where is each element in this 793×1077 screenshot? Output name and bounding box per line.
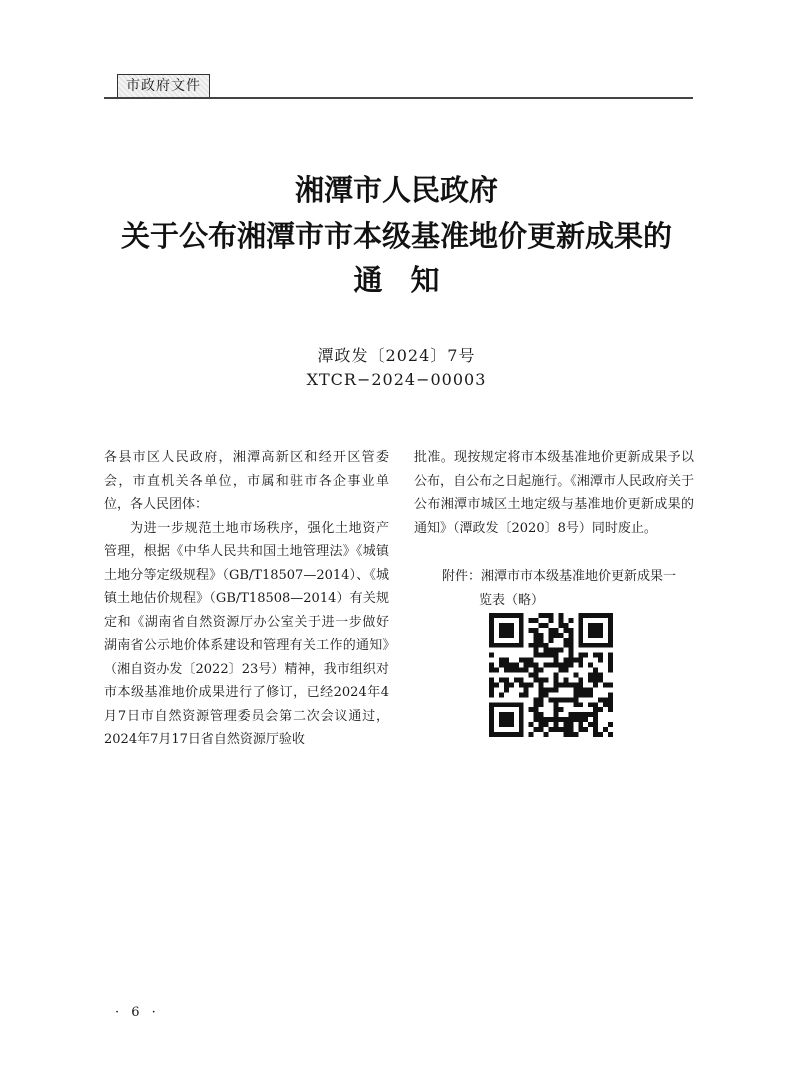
section-tag: 市政府文件 [117,74,210,98]
title-line-2: 关于公布湘潭市市本级基准地价更新成果的 [120,219,672,253]
attachment-line-1: 附件：湘潭市市本级基准地价更新成果一 [442,569,677,584]
right-column [414,446,694,540]
header-rule [104,97,693,99]
attachment-note [442,565,676,612]
left-column [104,446,389,752]
document-number: 潭政发〔2024〕7号 [317,346,476,365]
body-paragraph-continued: 批准。现按规定将市本级基准地价更新成果予以公布，自公布之日起施行。《湘潭市人民政府关于公布湘潭市城区土地定级与基准地价更新成果的通知》（潭政发〔2020〕8号）同时废止。 [414,450,694,536]
title-line-3: 通知 [353,263,468,297]
addressee: 各县市区人民政府，湘潭高新区和经开区管委会，市直机关各单位，市属和驻市各企事业单位，各人民团体： [104,450,389,512]
title-line-1: 湘潭市人民政府 [294,173,498,207]
page-number: · 6 · [115,1005,160,1020]
attachment-line-2: 览表（略） [479,592,545,608]
qr-code [489,613,613,737]
registration-code: XTCR−2024−00003 [306,370,487,389]
body-paragraph: 为进一步规范土地市场秩序，强化土地资产管理，根据《中华人民共和国土地管理法》《城镇土地分等定级规程》（GB/T18507—2014）、《城镇土地估价规程》（GB/T18508—2014）有关规定和《湖南省自然资源厅办公室关于进一步做好湖南省公示地价体系建设和管理有关工作的通知》（湘自资办发〔2022〕23号）精神，我市组织对市本级基准地价成果进行了修订，已经2024年4月7日市自然资源管理委员会第二次会议通过，2024年7月17日省自然资源厅验收 [104,520,389,747]
